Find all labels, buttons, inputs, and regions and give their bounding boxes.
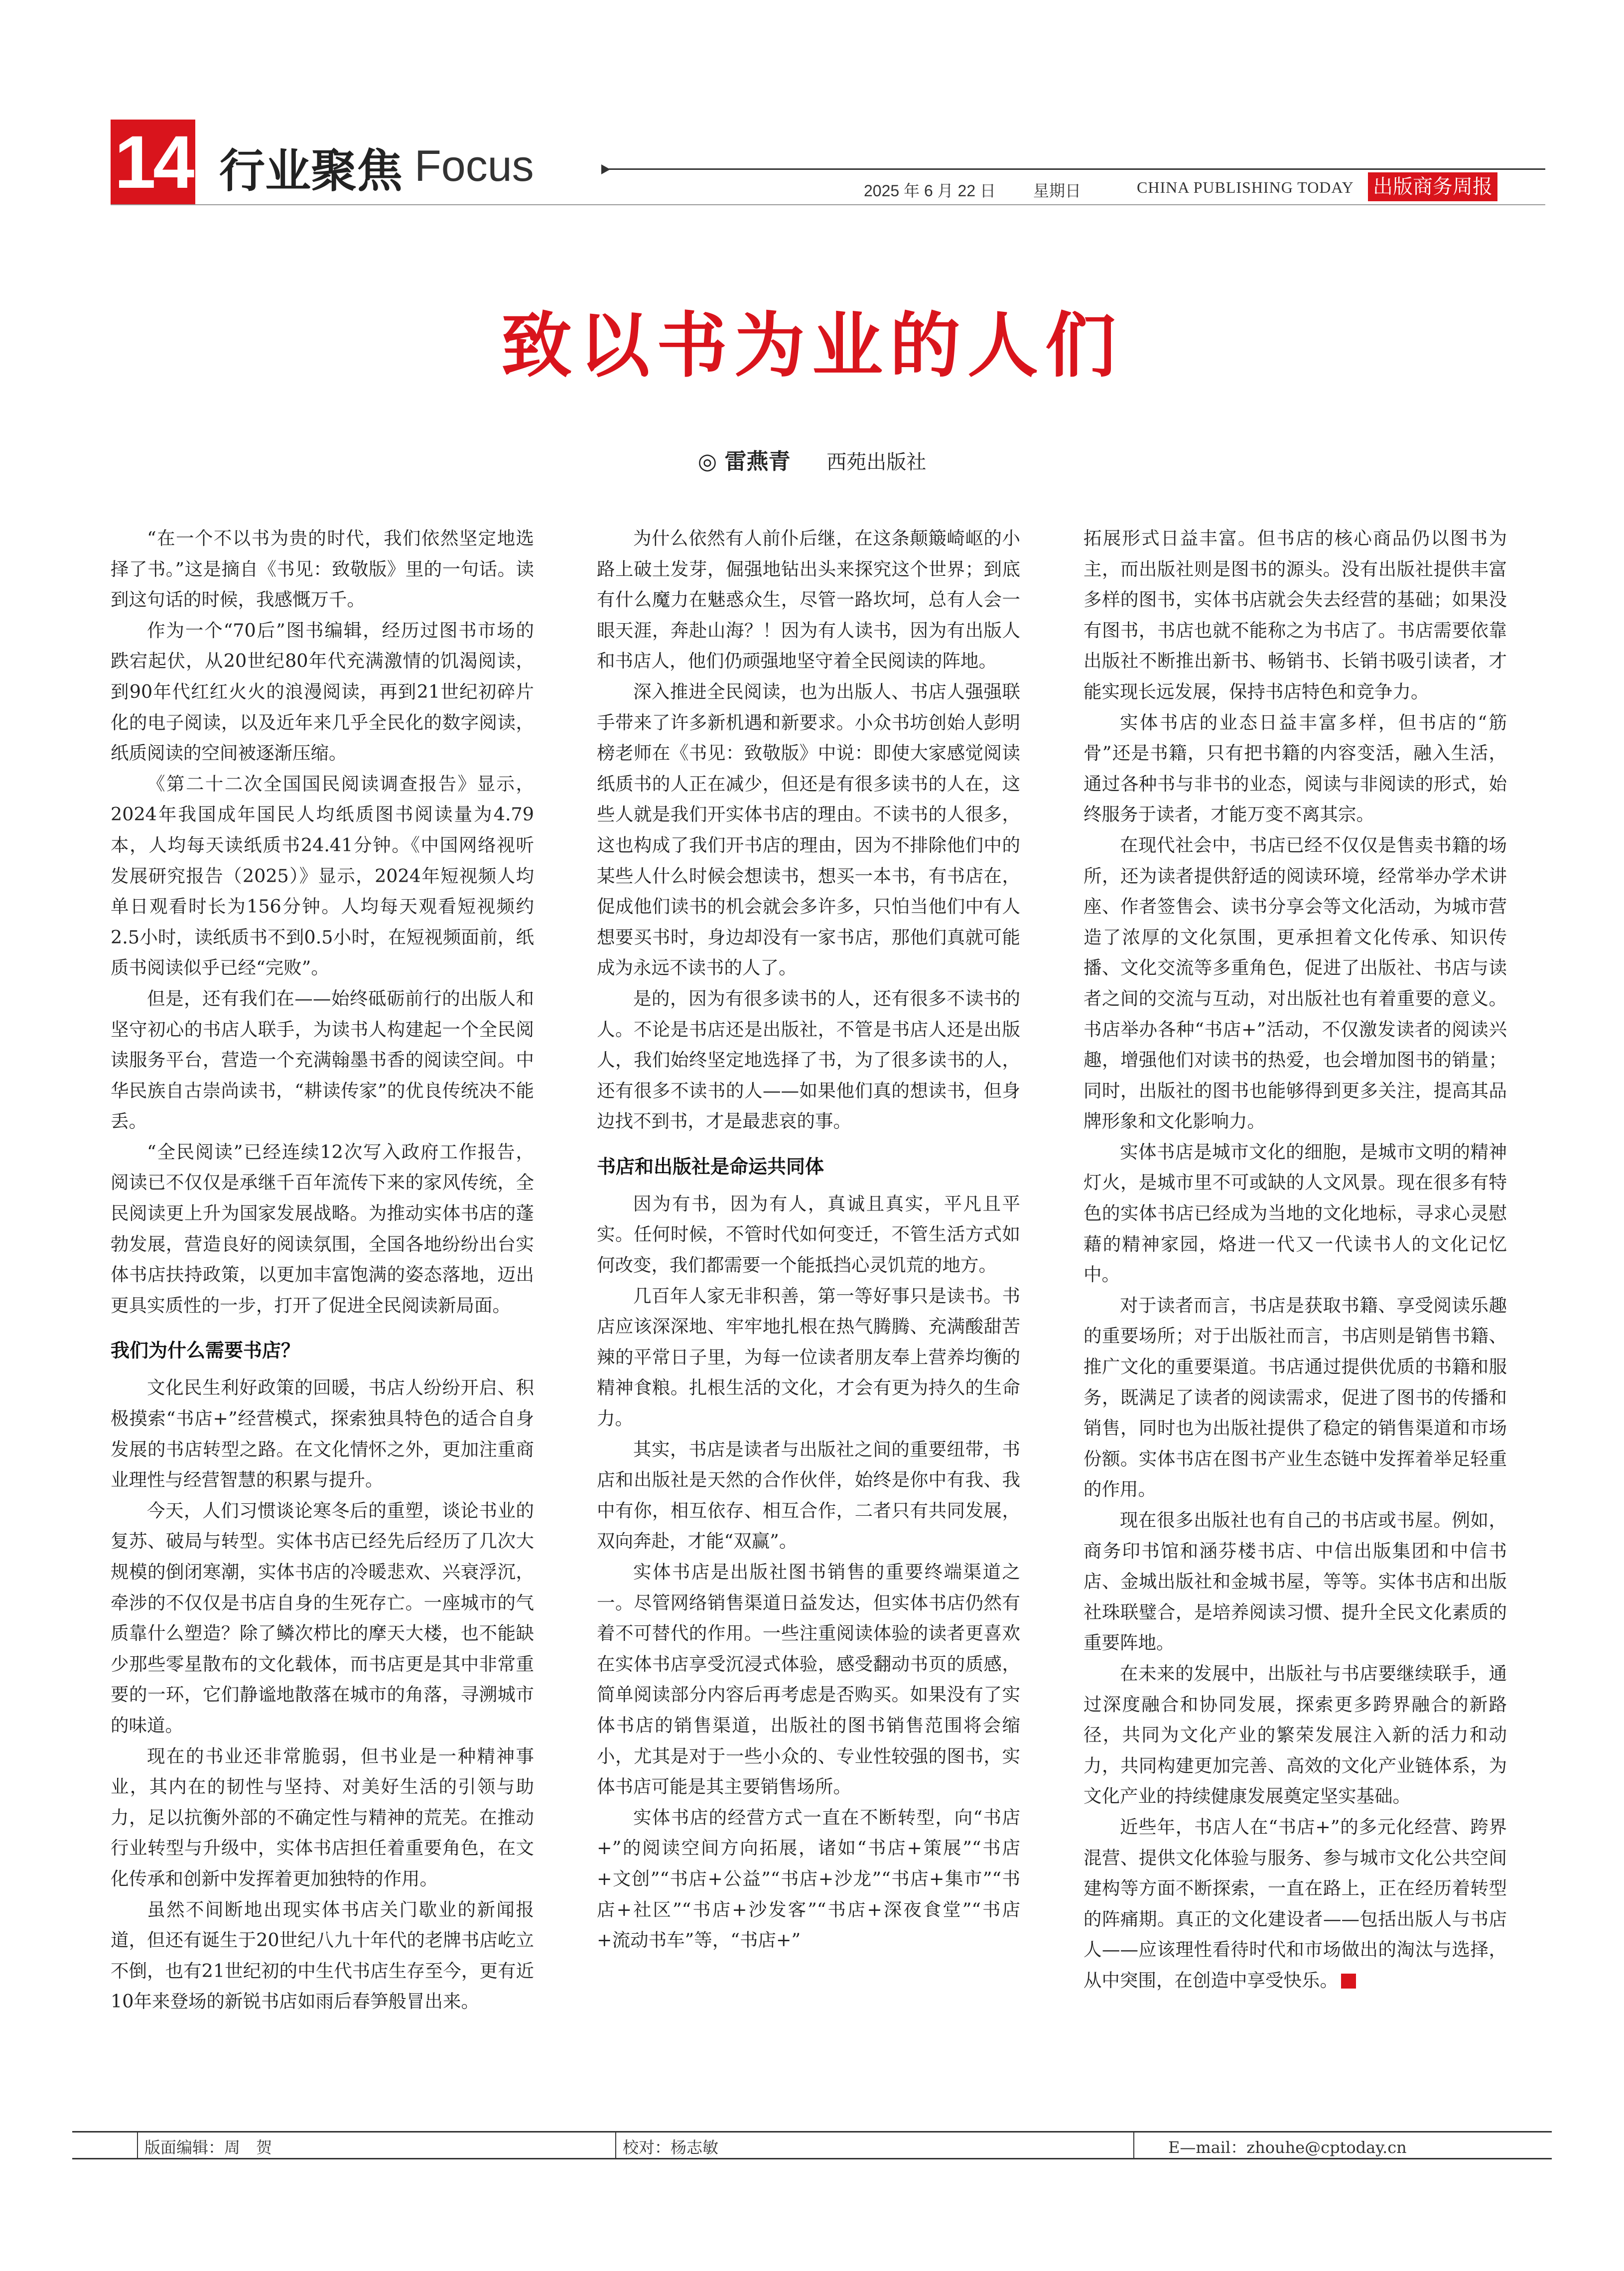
byline — [0, 443, 1624, 475]
paragraph: 其实，书店是读者与出版社之间的重要纽带，书店和出版社是天然的合作伙伴，始终是你中有我、我中有你，相互依存、相互合作，二者只有共同发展，双向奔赴，才能“双赢”。 — [597, 1438, 1020, 1552]
article-column-3 — [1083, 523, 1507, 2097]
header-bottom-rule — [111, 204, 1545, 205]
paragraph: 今天，人们习惯谈论寒冬后的重塑，谈论书业的复苏、破局与转型。实体书店已经先后经历了几次大规模的倒闭寒潮，实体书店的冷暖悲欢、兴衰浮沉，牵涉的不仅仅是书店自身的生死存亡。一座城市的气质靠什么塑造？除了鳞次栉比的摩天大楼，也不能缺少那些零星散布的文化载体，而书店更是其中非常重要的一环，它们静谧地散落在城市的角落，寻溯城市的味道。 — [111, 1499, 534, 1736]
paragraph: 实体书店是城市文化的细胞，是城市文明的精神灯火，是城市里不可或缺的人文风景。现在很多有特色的实体书店已经成为当地的文化地标，寻求心灵慰藉的精神家园，烙进一代又一代读书人的文化记忆中。 — [1083, 1141, 1507, 1286]
footer-separator — [1133, 2131, 1134, 2159]
paragraph: 但是，还有我们在——始终砥砺前行的出版人和坚守初心的书店人联手，为读书人构建起一个全民阅读服务平台，营造一个充满翰墨书香的阅读空间。中华民族自古崇尚读书，“耕读传家”的优良传统决不能丢。 — [111, 987, 534, 1132]
article-title: 致以书为业的人们 — [501, 305, 1123, 387]
paragraph: 近些年，书店人在“书店+”的多元化经营、跨界混营、提供文化体验与服务、参与城市文化公共空间建构等方面不断探索，一直在路上，正在经历着转型的阵痛期。真正的文化建设者——包括出版人与书店人——应该理性看待时代和市场做出的淘汰与选择，从中突围，在创造中享受快乐。 — [1083, 1816, 1507, 1991]
paragraph: 实体书店是出版社图书销售的重要终端渠道之一。尽管网络销售渠道日益发达，但实体书店仍然有着不可替代的作用。一些注重阅读体验的读者更喜欢在实体书店享受沉浸式体验，感受翻动书页的质感，简单阅读部分内容后再考虑是否购买。如果没有了实体书店的销售渠道，出版社的图书销售范围将会缩小，尤其是对于一些小众的、专业性较强的图书，实体书店可能是其主要销售场所。 — [597, 1561, 1020, 1798]
paragraph: 对于读者而言，书店是获取书籍、享受阅读乐趣的重要场所；对于出版社而言，书店则是销售书籍、推广文化的重要渠道。书店通过提供优质的书籍和服务，既满足了读者的阅读需求，促进了图书的传播和销售，同时也为出版社提供了稳定的销售渠道和市场份额。实体书店在图书产业生态链中发挥着举足轻重的作用。 — [1083, 1294, 1507, 1500]
section-heading: 书店和出版社是命运共同体 — [597, 1155, 824, 1178]
paragraph: “全民阅读”已经连续12次写入政府工作报告，阅读已不仅仅是承继千百年流传下来的家风传统，全民阅读更上升为国家发展战略。为推动实体书店的蓬勃发展，营造良好的阅读氛围，全国各地纷纷出台实体书店扶持政策，以更加丰富饱满的姿态落地，迈出更具实质性的一步，打开了促进全民阅读新局面。 — [111, 1141, 534, 1316]
paragraph: “在一个不以书为贵的时代，我们依然坚定地选择了书。”这是摘自《书见：致敬版》里的一句话。读到这句话的时候，我感慨万千。 — [111, 528, 534, 611]
paper-name-cn: 出版商务周报 — [1368, 172, 1497, 201]
header-rule — [609, 168, 1545, 170]
section-title-cn: 行业聚焦 — [219, 144, 403, 198]
footer-separator — [615, 2131, 616, 2159]
footer-editor: 版面编辑：周 贺 — [144, 2138, 272, 2157]
paragraph: 实体书店的业态日益丰富多样，但书店的“筋骨”还是书籍，只有把书籍的内容变活，融入生活，通过各种书与非书的业态，阅读与非阅读的形式，始终服务于读者，才能万变不离其宗。 — [1083, 711, 1507, 825]
author-affiliation: 西苑出版社 — [826, 451, 927, 474]
issue-weekday: 星期日 — [1033, 181, 1082, 200]
paragraph: 现在的书业还非常脆弱，但书业是一种精神事业，其内在的韧性与坚持、对美好生活的引领与助力，足以抗衡外部的不确定性与精神的荒芜。在推动行业转型与升级中，实体书店担任着重要角色，在文化传承和创新中发挥着更加独特的作用。 — [111, 1745, 534, 1889]
footer-top-rule — [72, 2131, 1552, 2133]
paragraph: 虽然不间断地出现实体书店关门歇业的新闻报道，但还有诞生于20世纪八九十年代的老牌书店屹立不倒，也有21世纪初的中生代书店生存至今，更有近10年来登场的新锐书店如雨后春笋般冒出来。 — [111, 1898, 534, 2012]
article-column-1 — [111, 523, 534, 2097]
page-header — [111, 120, 1545, 204]
paragraph: 深入推进全民阅读，也为出版人、书店人强强联手带来了许多新机遇和新要求。小众书坊创始人彭明榜老师在《书见：致敬版》中说：即使大家感觉阅读纸质书的人正在减少，但还是有很多读书的人在，这些人就是我们开实体书店的理由。不读书的人很多，这也构成了我们开书店的理由，因为不排除他们中的某些人什么时候会想读书，想买一本书，有书店在，促成他们读书的机会就会多许多，只怕当他们中有人想要买书时，身边却没有一家书店，那他们真就可能成为永远不读书的人了。 — [597, 680, 1020, 979]
paragraph: 拓展形式日益丰富。但书店的核心商品仍以图书为主，而出版社则是图书的源头。没有出版社提供丰富多样的图书，实体书店就会失去经营的基础；如果没有图书，书店也就不能称之为书店了。书店需要依靠出版社不断推出新书、畅销书、长销书吸引读者，才能实现长远发展，保持书店特色和竞争力。 — [1083, 528, 1507, 702]
paragraph: 文化民生利好政策的回暖，书店人纷纷开启、积极摸索“书店+”经营模式，探索独具特色的适合自身发展的书店转型之路。在文化情怀之外，更加注重商业理性与经营智慧的积累与提升。 — [111, 1377, 534, 1491]
paragraph: 是的，因为有很多读书的人，还有很多不读书的人。不论是书店还是出版社，不管是书店人还是出版人，我们始终坚定地选择了书，为了很多读书的人，还有很多不读书的人——如果他们真的想读书，但身边找不到书，才是最悲哀的事。 — [597, 987, 1020, 1132]
page-footer — [72, 2131, 1552, 2158]
paper-name-en: CHINA PUBLISHING TODAY — [1137, 178, 1354, 196]
paragraph: 作为一个“70后”图书编辑，经历过图书市场的跌宕起伏，从20世纪80年代充满激情的饥渴阅读，到90年代红红火火的浪漫阅读，再到21世纪初碎片化的电子阅读，以及近年来几乎全民化的数字阅读，纸质阅读的空间被逐渐压缩。 — [111, 619, 534, 764]
paragraph: 实体书店的经营方式一直在不断转型，向“书店+”的阅读空间方向拓展，诸如“书店+策展”“书店+文创”“书店+公益”“书店+沙龙”“书店+集市”“书店+社区”“书店+沙发客”“书店+深夜食堂”“书店+流动书车”等，“书店+” — [597, 1806, 1020, 1951]
author-name: ◎ 雷燕青 — [697, 449, 791, 474]
issue-date: 2025 年 6 月 22 日 — [864, 182, 996, 200]
footer-separator — [137, 2131, 138, 2159]
paragraph: 在现代社会中，书店已经不仅仅是售卖书籍的场所，还为读者提供舒适的阅读环境，经常举办学术讲座、作者签售会、读书分享会等文化活动，为城市营造了浓厚的文化氛围，更承担着文化传承、知识传播、文化交流等多重角色，促进了出版社、书店与读者之间的交流与互动，对出版社也有着重要的意义。书店举办各种“书店+”活动，不仅激发读者的阅读兴趣，增强他们对读书的热爱，也会增加图书的销量；同时，出版社的图书也能够得到更多关注，提高其品牌形象和文化影响力。 — [1083, 834, 1507, 1132]
paragraph: 几百年人家无非积善，第一等好事只是读书。书店应该深深地、牢牢地扎根在热气腾腾、充满酸甜苦辣的平常日子里，为每一位读者朋友奉上营养均衡的精神食粮。扎根生活的文化，才会有更为持久的生命力。 — [597, 1285, 1020, 1430]
footer-proofreader: 校对：杨志敏 — [623, 2138, 719, 2157]
section-heading: 我们为什么需要书店？ — [111, 1339, 300, 1362]
footer-bottom-rule — [72, 2158, 1552, 2159]
article-column-2 — [597, 523, 1020, 2097]
section-title-en: Focus — [414, 141, 534, 190]
paragraph: 因为有书，因为有人，真诚且真实，平凡且平实。任何时候，不管时代如何变迁，不管生活方式如何改变，我们都需要一个能抵挡心灵饥荒的地方。 — [597, 1193, 1020, 1276]
paragraph: 现在很多出版社也有自己的书店或书屋。例如，商务印书馆和涵芬楼书店、中信出版集团和中信书店、金城出版社和金城书屋，等等。实体书店和出版社珠联璧合，是培养阅读习惯、提升全民文化素质的重要阵地。 — [1083, 1509, 1507, 1654]
paragraph: 在未来的发展中，出版社与书店要继续联手，通过深度融合和协同发展，探索更多跨界融合的新路径，共同为文化产业的繁荣发展注入新的活力和动力，共同构建更加完善、高效的文化产业链体系，为文化产业的持续健康发展奠定坚实基础。 — [1083, 1662, 1507, 1807]
end-mark-icon — [1341, 1974, 1356, 1989]
page-number: 14 — [111, 120, 195, 204]
footer-email: E—mail：zhouhe@cptoday.cn — [1168, 2138, 1407, 2157]
paragraph: 《第二十二次全国国民阅读调查报告》显示，2024年我国成年国民人均纸质图书阅读量为4.79本，人均每天读纸质书24.41分钟。《中国网络视听发展研究报告（2025）》显示，2024年短视频人均单日观看时长为156分钟。人均每天观看短视频约2.5小时，读纸质书不到0.5小时，在短视频面前，纸质书阅读似乎已经“完败”。 — [111, 773, 534, 979]
paragraph: 为什么依然有人前仆后继，在这条颠簸崎岖的小路上破土发芽，倔强地钻出头来探究这个世界；到底有什么魔力在魅惑众生，尽管一路坎坷，总有人会一眼天涯，奔赴山海？！因为有人读书，因为有出版人和书店人，他们仍顽强地坚守着全民阅读的阵地。 — [597, 528, 1020, 672]
